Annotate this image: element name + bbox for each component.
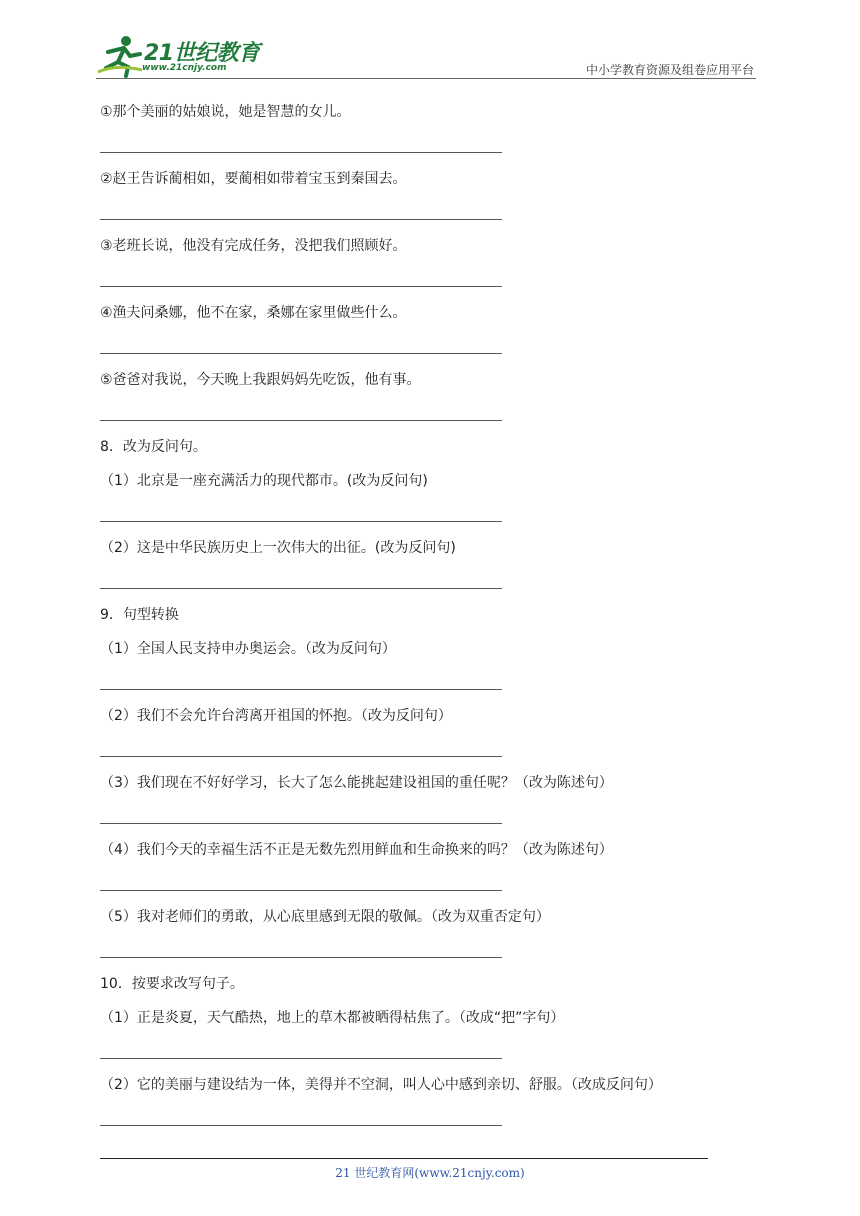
answer-blank-line[interactable] bbox=[100, 957, 502, 958]
answer-blank-line[interactable] bbox=[100, 152, 502, 153]
answer-blank-line[interactable] bbox=[100, 890, 502, 891]
question-line: （1）北京是一座充满活力的现代都市。(改为反问句) bbox=[100, 473, 428, 489]
section-heading: 8．改为反问句。 bbox=[100, 439, 207, 455]
answer-blank-line[interactable] bbox=[100, 756, 502, 757]
header-divider bbox=[96, 78, 756, 79]
answer-blank-line[interactable] bbox=[100, 219, 502, 220]
footer-text[interactable]: 21 世纪教育网(www.21cnjy.com) bbox=[335, 1166, 525, 1180]
answer-blank-line[interactable] bbox=[100, 689, 502, 690]
question-line: （2）它的美丽与建设结为一体，美得并不空洞，叫人心中感到亲切、舒服。（改成反问句） bbox=[100, 1077, 662, 1093]
worksheet-content bbox=[100, 102, 760, 1142]
answer-blank-line[interactable] bbox=[100, 1058, 502, 1059]
question-line: （1）全国人民支持申办奥运会。（改为反问句） bbox=[100, 641, 396, 657]
question-line: （2）我们不会允许台湾离开祖国的怀抱。（改为反问句） bbox=[100, 708, 452, 724]
logo-url: www.21cnjy.com bbox=[142, 63, 227, 73]
page-header bbox=[0, 0, 860, 80]
question-line: （4）我们今天的幸福生活不正是无数先烈用鲜血和生命换来的吗？（改为陈述句） bbox=[100, 842, 613, 858]
section-heading: 10．按要求改写句子。 bbox=[100, 976, 244, 992]
runner-logo-icon bbox=[96, 34, 144, 78]
question-line: （1）正是炎夏，天气酷热，地上的草木都被晒得枯焦了。（改成“把”字句） bbox=[100, 1010, 565, 1026]
question-line: （5）我对老师们的勇敢，从心底里感到无限的敬佩。（改为双重否定句） bbox=[100, 909, 550, 925]
question-line: ②赵王告诉蔺相如，要蔺相如带着宝玉到秦国去。 bbox=[100, 171, 407, 187]
question-line: ⑤爸爸对我说，今天晚上我跟妈妈先吃饭，他有事。 bbox=[100, 372, 421, 388]
question-line: ④渔夫问桑娜，他不在家，桑娜在家里做些什么。 bbox=[100, 305, 407, 321]
question-line: ①那个美丽的姑娘说，她是智慧的女儿。 bbox=[100, 104, 351, 120]
answer-blank-line[interactable] bbox=[100, 588, 502, 589]
answer-blank-line[interactable] bbox=[100, 823, 502, 824]
section-heading: 9．句型转换 bbox=[100, 607, 179, 623]
answer-blank-line[interactable] bbox=[100, 353, 502, 354]
header-platform-text: 中小学教育资源及组卷应用平台 bbox=[585, 63, 754, 77]
question-line: （3）我们现在不好好学习，长大了怎么能挑起建设祖国的重任呢？（改为陈述句） bbox=[100, 775, 613, 791]
answer-blank-line[interactable] bbox=[100, 420, 502, 421]
question-line: （2）这是中华民族历史上一次伟大的出征。(改为反问句) bbox=[100, 540, 456, 556]
answer-blank-line[interactable] bbox=[100, 521, 502, 522]
site-logo[interactable] bbox=[96, 34, 266, 78]
answer-blank-line[interactable] bbox=[100, 1125, 502, 1126]
question-line: ③老班长说，他没有完成任务，没把我们照顾好。 bbox=[100, 238, 407, 254]
footer-divider bbox=[100, 1158, 708, 1159]
logo-text: 21世纪教育 bbox=[144, 41, 260, 66]
answer-blank-line[interactable] bbox=[100, 286, 502, 287]
